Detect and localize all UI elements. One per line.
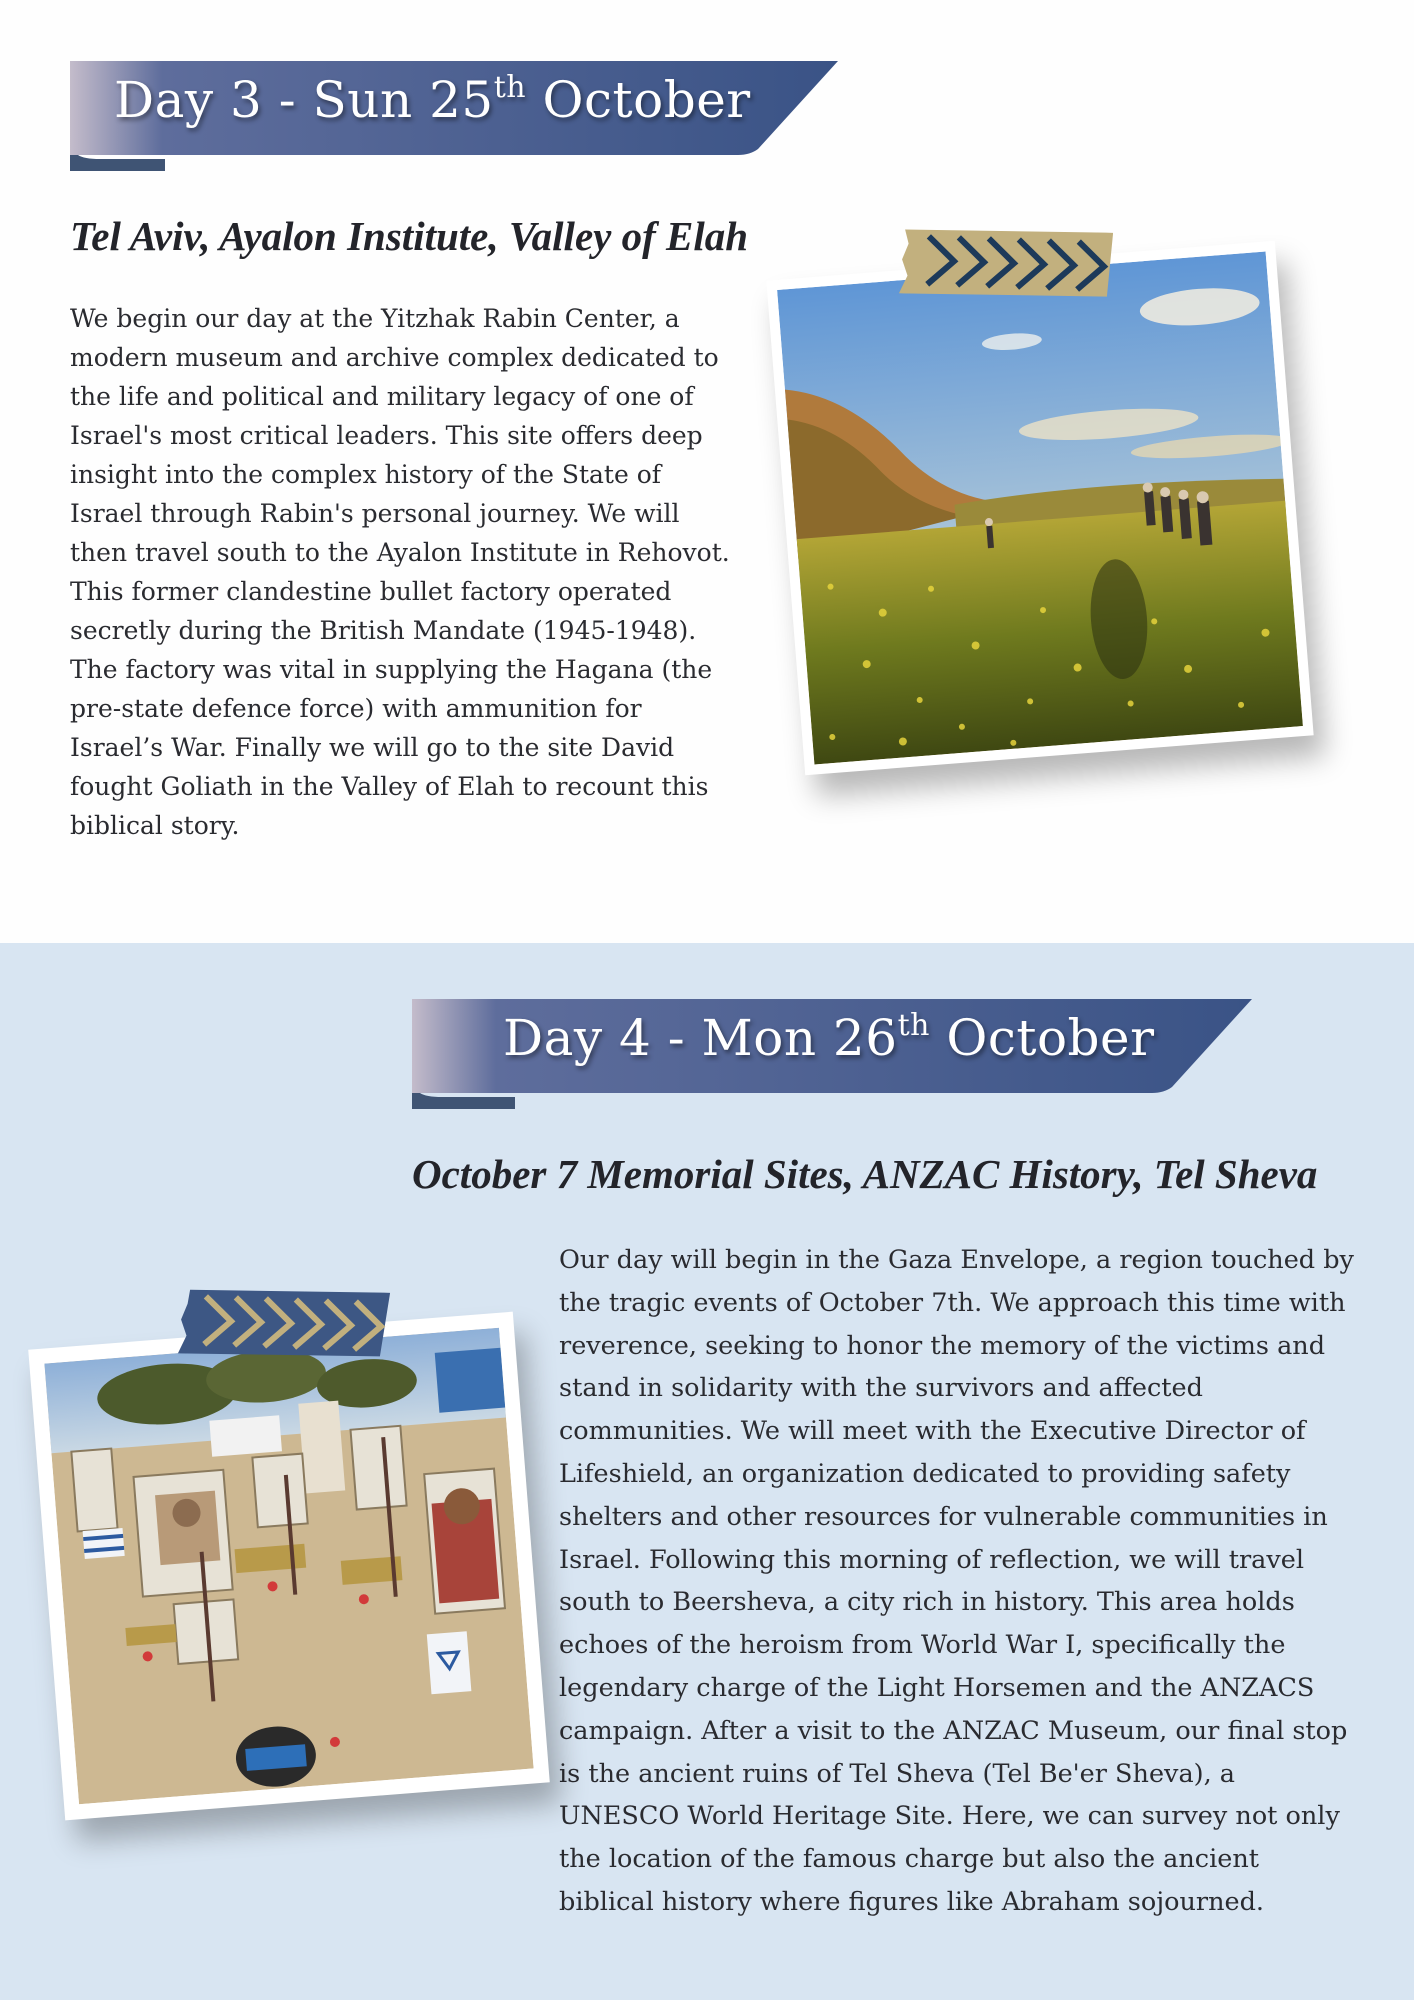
decorative-tape-icon	[174, 1285, 390, 1360]
day3-month: October	[542, 71, 751, 129]
day3-body-text: We begin our day at the Yitzhak Rabin Center, a modern museum and archive complex dedicated to the life and political and military legacy of one of Israel's most critical leaders. This site offers deep insight into the complex history of the State of Israel through Rabin's personal journey. We will then travel south to the Ayalon Institute in Rehovot. This former clandestine bullet factory operated secretly during the British Mandate (1945-1948). The factory was vital in supplying the Hagana (the pre-state defence force) with ammunition for Israel’s War. Finally we will go to the site David fought Goliath in the Valley of Elah to recount this biblical story.	[70, 304, 730, 840]
october-7-memorial-photo	[44, 1328, 533, 1804]
day4-title	[503, 1009, 1155, 1067]
day4-photo-frame	[28, 1312, 550, 1821]
day4-month: October	[946, 1009, 1155, 1067]
day3-photo-frame	[766, 241, 1313, 775]
day3-banner	[70, 61, 840, 155]
valley-of-elah-photo	[777, 252, 1303, 765]
day4-date-label: Day 4 - Mon 26	[503, 1009, 898, 1067]
day4-ordinal-suffix: th	[897, 1008, 930, 1043]
decorative-tape-icon	[897, 225, 1113, 300]
day3-ordinal-suffix: th	[493, 70, 527, 105]
day4-banner	[412, 999, 1254, 1093]
day3-date-label: Day 3 - Sun 25	[114, 71, 494, 129]
day4-subtitle: October 7 Memorial Sites, ANZAC History, Tel Sheva	[412, 1151, 1318, 1197]
day4-body-text: Our day will begin in the Gaza Envelope, a region touched by the tragic events of October 7th. We approach this time with reverence, seeking to honor the memory of the victims and stand in solidarity with the survivors and affected communities. We will meet with the Executive Director of Lifeshield, an organization dedicated to providing safety shelters and other resources for vulnerable communities in Israel. Following this morning of reflection, we will travel south to Beersheva, a city rich in history. This area holds echoes of the heroism from World War I, specifically the legendary charge of the Light Horsemen and the ANZACS campaign. After a visit to the ANZAC Museum, our final stop is the ancient ruins of Tel Sheva (Tel Be'er Sheva), a UNESCO World Heritage Site. Here, we can survey not only the location of the famous charge but also the ancient biblical history where figures like Abraham sojourned.	[559, 1245, 1354, 1917]
day3-title	[114, 71, 751, 129]
day3-subtitle: Tel Aviv, Ayalon Institute, Valley of Elah	[70, 213, 749, 259]
